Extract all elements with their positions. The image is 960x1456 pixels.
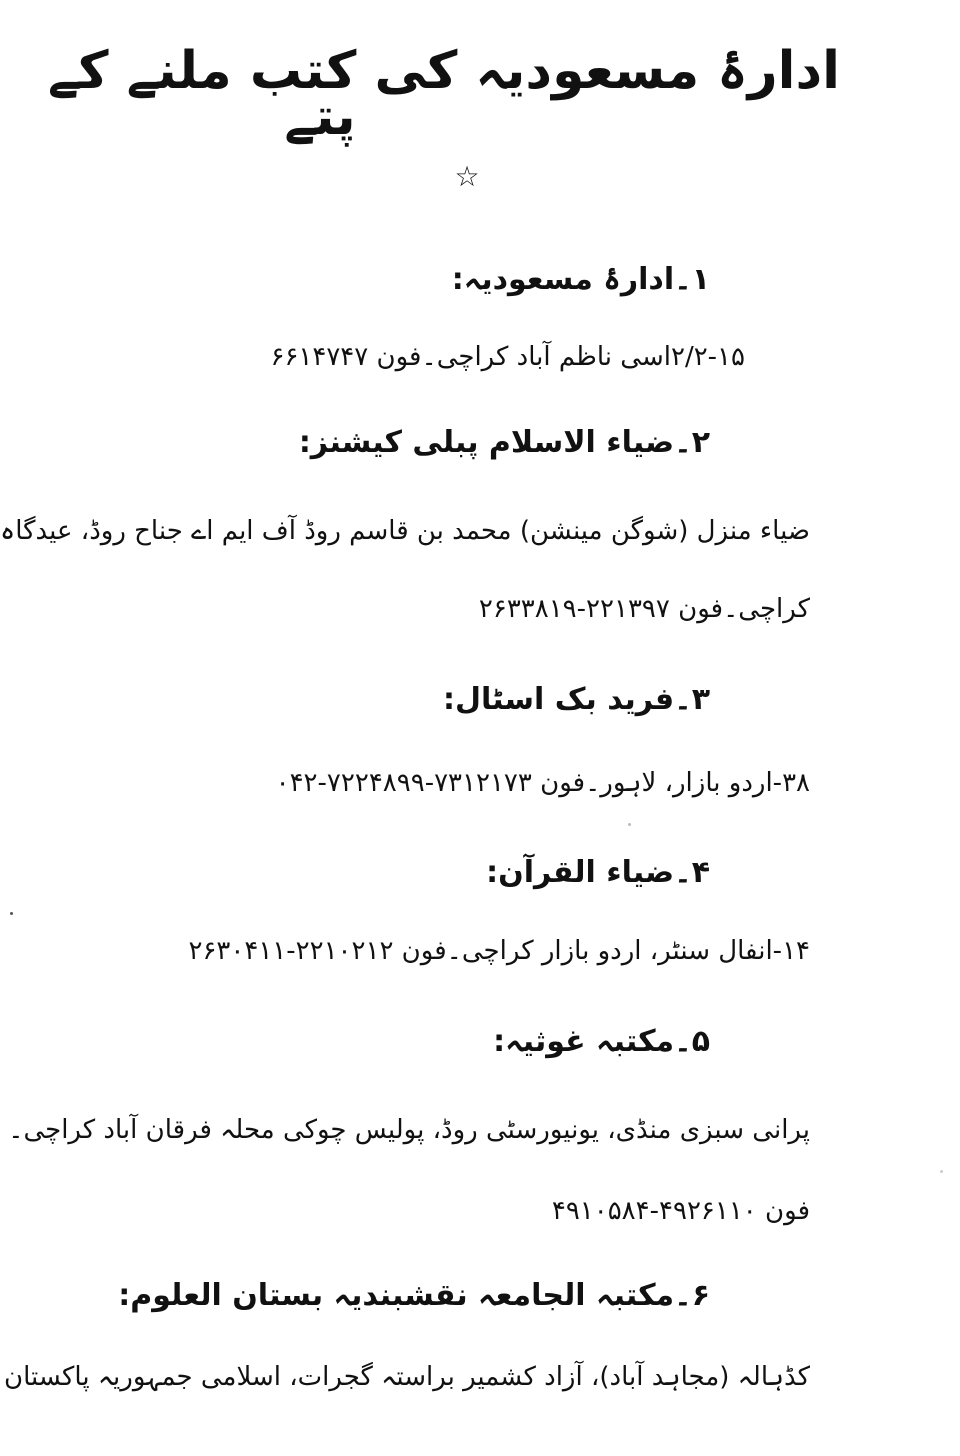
entry-4-address: ۱۴-انفال سنٹر، اردو بازار کراچی۔فون ۲۲۱۰۲۱۲-۲۶۳۰۴۱۱ [188, 936, 810, 966]
scan-speck [940, 1170, 943, 1173]
scan-speck [628, 823, 631, 826]
entry-2-heading: ۲۔ضیاء الاسلام پبلی کیشنز: [298, 425, 710, 460]
page-title-line-1: ادارۂ مسعودیہ کی کتب ملنے کے [47, 41, 840, 101]
star-icon: ☆ [454, 160, 480, 193]
entry-1-heading: ۱۔ادارۂ مسعودیہ: [451, 262, 710, 297]
entry-5-heading: ۵۔مکتبہ غوثیہ: [493, 1024, 710, 1059]
entry-3-heading: ۳۔فرید بک اسٹال: [443, 682, 710, 717]
entry-1-address: ۲/۲-۱۵اسی ناظم آباد کراچی۔فون ۶۶۱۴۷۴۷ [270, 342, 745, 372]
entry-2-address-line-2: کراچی۔فون ۲۲۱۳۹۷-۲۶۳۳۸۱۹ [478, 594, 810, 624]
scan-speck [10, 912, 13, 915]
entry-4-heading: ۴۔ضیاء القرآن: [486, 855, 710, 890]
page-title-line-2: پتے [284, 87, 356, 147]
entry-5-address-line-1: پرانی سبزی منڈی، یونیورسٹی روڈ، پولیس چوکی محلہ فرقان آباد کراچی۔ [8, 1115, 810, 1145]
entry-2-address-line-1: ضیاء منزل (شوگن مینشن) محمد بن قاسم روڈ آف ایم اے جناح روڈ، عیدگاہ [0, 516, 810, 546]
entry-6-address: کڈہالہ (مجاہد آباد)، آزاد کشمیر براستہ گجرات، اسلامی جمہوریہ پاکستان [3, 1362, 810, 1392]
entry-6-heading: ۶۔مکتبہ الجامعہ نقشبندیہ بستان العلوم: [118, 1278, 710, 1313]
entry-5-address-line-2: فون ۴۹۲۶۱۱۰-۴۹۱۰۵۸۴ [551, 1196, 810, 1226]
entry-3-address: ۳۸-اردو بازار، لاہور۔فون ۷۳۱۲۱۷۳-۷۲۲۴۸۹۹-۰۴۲ [275, 768, 810, 798]
